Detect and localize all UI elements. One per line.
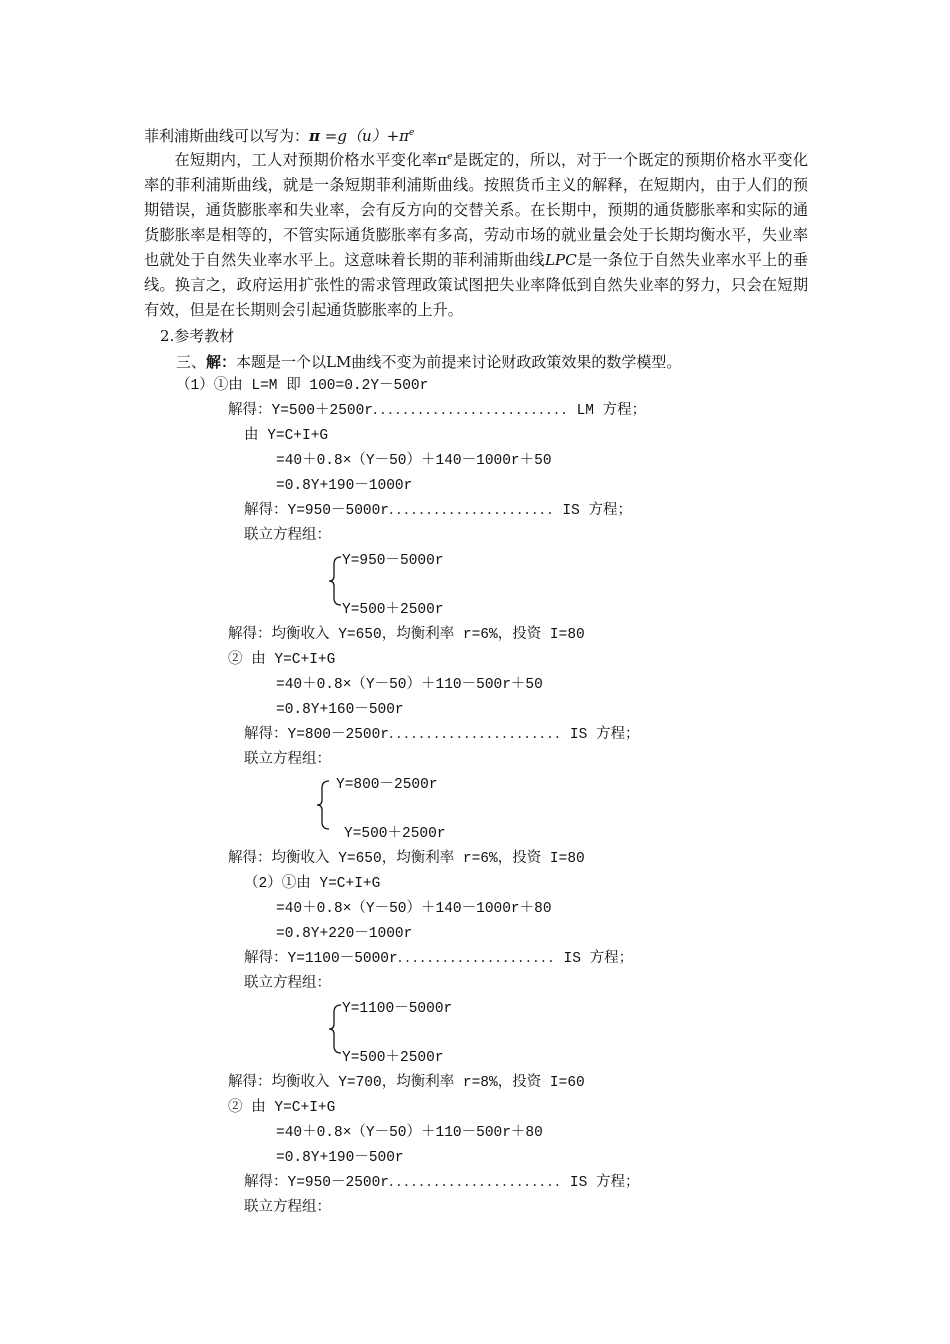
step-line: 由 Y=C+I+G <box>244 428 329 444</box>
brace-icon <box>316 780 330 830</box>
system-label: 联立方程组： <box>244 1200 331 1216</box>
is-solution-line: 解得：Y=950－2500r．．．．．．．．．．．．．．．．．．．．．．．IS 方程； <box>244 1175 640 1191</box>
formula-sup: e <box>409 128 415 138</box>
para-part1: 在短期内，工人对预期价格水平变化率π <box>174 151 448 169</box>
result-line: 解得：均衡收入 Y=650，均衡利率 r=6%，投资 I=80 <box>228 851 585 867</box>
section-3-text: 本题是一个以LM曲线不变为前提来讨论财政政策效果的数学模型。 <box>236 353 682 371</box>
system-eq: Y=1100－5000r <box>342 1001 453 1017</box>
para-part2: 是既定的，所以，对于一个既定的预期价格水平变化率的菲利浦斯曲线，就是一条短期菲利浦斯曲线。按照货币主义的解释，在短期内，由于人们的预期错误，通货膨胀率和失业率，会有反方向的交替关系。在长期中，预期的通货膨胀率和实际的通货膨胀率是相等的，不管实际通货膨胀率有多高，劳动市场的就业量会处于长期均衡水平，失业率也就处于自然失业率水平上。这意味着长期的菲利浦斯曲线 <box>144 151 809 269</box>
system-label: 联立方程组： <box>244 976 331 992</box>
step-line: =40＋0.8×（Y－50）＋110－500r＋80 <box>276 1125 543 1141</box>
formula-eq: =g（u）+π <box>320 127 410 145</box>
step-line: （2）①由 Y=C+I+G <box>244 876 381 892</box>
step-line: ② 由 Y=C+I+G <box>228 1100 336 1116</box>
system-eq: Y=500＋2500r <box>342 1050 444 1066</box>
result-line: 解得：均衡收入 Y=650，均衡利率 r=6%，投资 I=80 <box>228 627 585 643</box>
section-3-num: 三、 <box>176 353 207 371</box>
section-3-heading <box>176 352 681 372</box>
section-3-jie: 解： <box>206 353 237 371</box>
step-line: =40＋0.8×（Y－50）＋140－1000r＋50 <box>276 453 552 469</box>
step-line: （1）①由 L=M 即 100=0.2Y－500r <box>176 378 429 394</box>
system-label: 联立方程组： <box>244 752 331 768</box>
step-line: =0.8Y+190－1000r <box>276 478 413 494</box>
system-eq: Y=500＋2500r <box>344 826 446 842</box>
result-line: 解得：均衡收入 Y=700，均衡利率 r=8%，投资 I=60 <box>228 1075 585 1091</box>
para-part3: 是一条位于自然失业率水平上的垂线。换言之，政府运用扩张性的需求管理政策试图把失业率降低到自然失业率的努力，只会在短期有效，但是在长期则会引起通货膨胀率的上升。 <box>144 251 809 319</box>
step-line: =40＋0.8×（Y－50）＋140－1000r＋80 <box>276 901 552 917</box>
formula-prefix: 菲利浦斯曲线可以写为： <box>144 127 310 145</box>
is-solution-line: 解得：Y=800－2500r．．．．．．．．．．．．．．．．．．．．．．．IS 方程； <box>244 727 640 743</box>
system-label: 联立方程组： <box>244 528 331 544</box>
formula-pi: π <box>309 127 320 145</box>
para-sup: e <box>447 151 453 162</box>
is-solution-line: 解得：Y=950－5000r．．．．．．．．．．．．．．．．．．．．．．IS 方程； <box>244 503 632 519</box>
brace-icon <box>328 556 342 606</box>
system-eq: Y=950－5000r <box>342 553 444 569</box>
step-line: =40＋0.8×（Y－50）＋110－500r＋50 <box>276 677 543 693</box>
section-2-heading: 2.参考教材 <box>160 327 235 345</box>
phillips-paragraph <box>144 148 808 323</box>
step-line: =0.8Y+190－500r <box>276 1150 404 1166</box>
lm-solution-line: 解得：Y=500＋2500r．．．．．．．．．．．．．．．．．．．．．．．．．．LM 方程； <box>228 403 647 419</box>
system-eq: Y=500＋2500r <box>342 602 444 618</box>
step-line: =0.8Y+160－500r <box>276 702 404 718</box>
brace-icon <box>328 1004 342 1054</box>
step-line: ② 由 Y=C+I+G <box>228 652 336 668</box>
system-eq: Y=800－2500r <box>336 777 438 793</box>
lpc-label: LPC <box>544 251 577 269</box>
phillips-formula-line <box>144 126 414 146</box>
step-line: =0.8Y+220－1000r <box>276 926 413 942</box>
is-solution-line: 解得：Y=1100－5000r．．．．．．．．．．．．．．．．．．．．．IS 方程； <box>244 951 634 967</box>
